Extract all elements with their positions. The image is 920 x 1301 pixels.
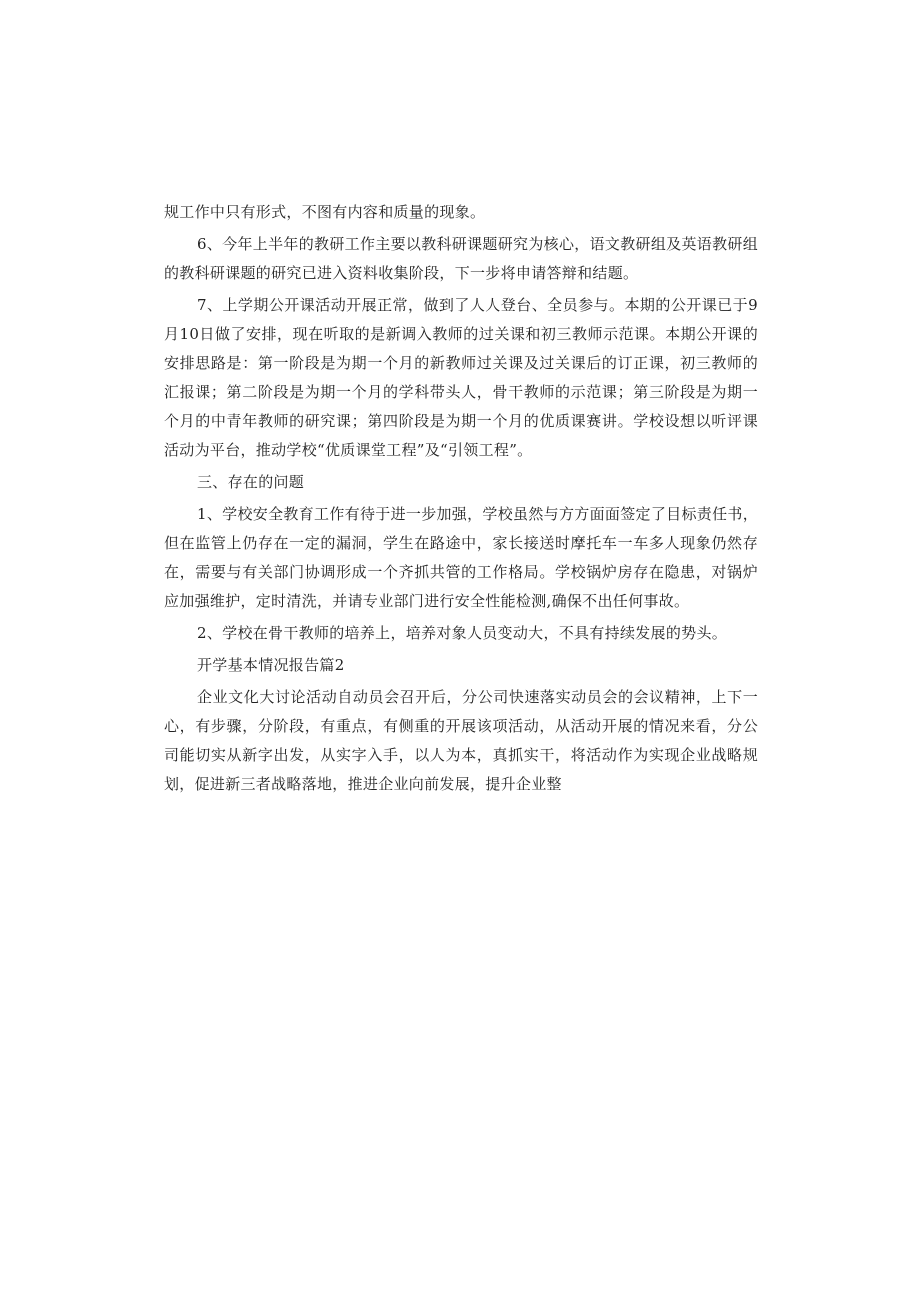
paragraph-report-body: 企业文化大讨论活动自动员会召开后，分公司快速落实动员会的会议精神，上下一心，有步骤，分阶段，有重点，有侧重的开展该项活动，从活动开展的情况来看，分公司能切实从新字出发，从实字入手，以人为本，真抓实干，将活动作为实现企业战略规划，促进新三者战略落地，推进企业向前发展，提升企业整 xyxy=(164,688,758,793)
document-body xyxy=(164,198,758,802)
section-heading-problems: 三、存在的问题 xyxy=(197,473,305,491)
paragraph-problem-2: 2、学校在骨干教师的培养上，培养对象人员变动大，不具有持续发展的势头。 xyxy=(197,624,728,642)
paragraph-continuation: 规工作中只有形式，不图有内容和质量的现象。 xyxy=(164,203,486,221)
paragraph-item-7: 7、上学期公开课活动开展正常，做到了人人登台、全员参与。本期的公开课已于9月10日做了安排，现在听取的是新调入教师的过关课和初三教师示范课。本期公开课的安排思路是：第一阶段是为期一个月的新教师过关课及过关课后的订正课，初三教师的汇报课；第二阶段是为期一个月的学科带头人，骨干教师的示范课；第三阶段是为期一个月的中青年教师的研究课；第四阶段是为期一个月的优质课赛讲。学校设想以听评课活动为平台，推动学校“优质课堂工程”及“引领工程”。 xyxy=(164,296,758,459)
paragraph-problem-1: 1、学校安全教育工作有待于进一步加强，学校虽然与方方面面签定了目标责任书，但在监管上仍存在一定的漏洞，学生在路途中，家长接送时摩托车一车多人现象仍然存在，需要与有关部门协调形成一个齐抓共管的工作格局。学校锅炉房存在隐患，对锅炉应加强维护，定时清洗，并请专业部门进行安全性能检测,确保不出任何事故。 xyxy=(164,505,758,610)
paragraph-item-6: 6、今年上半年的教研工作主要以教科研课题研究为核心，语文教研组及英语教研组的教科研课题的研究已进入资料收集阶段，下一步将申请答辩和结题。 xyxy=(164,235,758,282)
report-title: 开学基本情况报告篇2 xyxy=(197,656,345,674)
